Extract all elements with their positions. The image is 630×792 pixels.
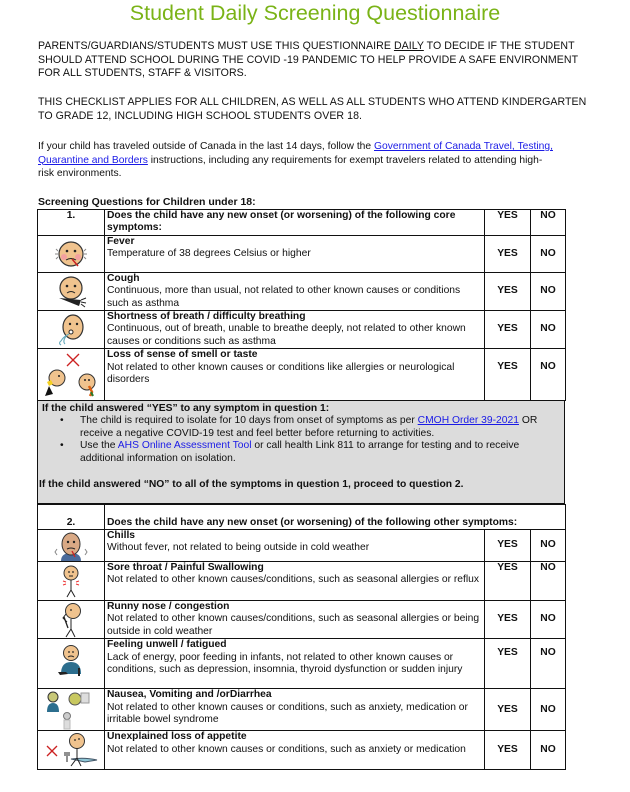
symptom-description: Continuous, more than usual, not related to other known causes or conditions such as asthma <box>107 285 461 309</box>
symptom-title: Feeling unwell / fatigued <box>107 639 227 651</box>
no-column-header: NO <box>531 210 566 236</box>
no-smell-taste-icon <box>38 349 105 401</box>
no-option[interactable]: NO <box>531 311 566 349</box>
yes-option[interactable]: YES <box>485 311 531 349</box>
symptom-row-loss-smell-taste <box>38 349 566 401</box>
daily-emphasis: DAILY <box>393 40 424 52</box>
symptom-row-cough <box>38 272 566 310</box>
fever-thermometer-face-icon <box>38 235 105 272</box>
travel-paragraph <box>38 140 558 181</box>
symptom-description: Not related to other known causes or conditions, such as anxiety or medication <box>107 743 466 755</box>
yes-option[interactable]: YES <box>485 731 531 770</box>
symptom-row-shortness-of-breath <box>38 311 566 349</box>
symptom-title: Fever <box>107 235 135 247</box>
symptom-row-chills <box>38 530 566 562</box>
question-2-table <box>37 504 566 770</box>
loss-of-appetite-icon <box>38 731 105 770</box>
symptom-cell <box>105 731 485 770</box>
symptom-row-unwell-fatigued <box>38 639 566 689</box>
question-text: Does the child have any new onset (or worsening) of the following other symptoms: <box>105 505 566 530</box>
yes-guidance-heading: If the child answered “YES” to any symptom in question 1: <box>42 403 330 414</box>
guidance-list <box>60 415 560 465</box>
symptom-description: Without fever, not related to being outside in cold weather <box>107 542 370 554</box>
guidance-text: or call health Link 811 to arrange for testing and to receive additional information on isolation. <box>80 440 520 464</box>
guidance-item-assessment <box>60 440 560 465</box>
yes-option[interactable]: YES <box>485 639 531 689</box>
question-1-header-row <box>38 210 566 236</box>
symptom-cell <box>105 562 485 601</box>
question-text: Does the child have any new onset (or worsening) of the following core symptoms: <box>105 210 485 236</box>
yes-option[interactable]: YES <box>485 601 531 639</box>
symptom-description: Not related to other known causes or conditions like allergies or neurological disorders <box>107 361 455 386</box>
short-breath-face-icon <box>38 311 105 349</box>
guidance-box <box>37 401 565 504</box>
symptom-row-loss-of-appetite <box>38 731 566 770</box>
travel-text: If your child has traveled outside of Canada in the last 14 days, follow the <box>38 141 374 152</box>
intro-paragraph-daily <box>38 40 598 81</box>
symptom-title: Loss of sense of smell or taste <box>107 349 258 361</box>
coughing-face-icon <box>38 272 105 310</box>
nausea-vomiting-toilet-icon <box>38 689 105 731</box>
no-option[interactable]: NO <box>531 349 566 401</box>
symptom-cell <box>105 689 485 731</box>
no-option[interactable]: NO <box>531 601 566 639</box>
symptom-title: Cough <box>107 272 140 284</box>
sore-throat-figure-icon <box>38 562 105 601</box>
symptom-cell <box>105 272 485 310</box>
symptom-row-sore-throat <box>38 562 566 601</box>
question-2-header-row <box>38 505 566 530</box>
symptom-cell <box>105 349 485 401</box>
symptom-cell <box>105 639 485 689</box>
symptom-description: Not related to other known causes/conditions, such as seasonal allergies or reflux <box>107 574 480 586</box>
symptom-title: Unexplained loss of appetite <box>107 731 247 743</box>
chills-shivering-face-icon <box>38 530 105 562</box>
symptom-description: Lack of energy, poor feeding in infants, not related to other known causes or conditions, such as depression, insomnia, thyroid dysfunction or sudden injury <box>107 651 463 676</box>
question-number: 2. <box>38 505 105 530</box>
page-title: Student Daily Screening Questionnaire <box>129 1 501 25</box>
bullet-icon: • <box>60 440 64 452</box>
symptom-title: Nausea, Vomiting and /orDiarrhea <box>107 689 272 701</box>
symptom-title: Runny nose / congestion <box>107 601 230 612</box>
question-number: 1. <box>38 210 105 236</box>
symptom-cell <box>105 601 485 639</box>
no-option[interactable]: NO <box>531 235 566 272</box>
yes-option[interactable]: YES <box>485 272 531 310</box>
guidance-text: The child is required to isolate for 10 days from onset of symptoms as per <box>80 415 418 427</box>
symptom-title: Chills <box>107 530 136 541</box>
no-option[interactable]: NO <box>531 731 566 770</box>
runny-nose-figure-icon <box>38 601 105 639</box>
symptom-description: Not related to other known causes or conditions, such as anxiety, medication or irritable bowel syndrome <box>107 701 468 726</box>
symptom-cell <box>105 311 485 349</box>
symptom-title: Sore throat / Painful Swallowing <box>107 562 264 573</box>
cmoh-order-link[interactable]: CMOH Order 39-2021 <box>417 415 519 427</box>
yes-option[interactable]: YES <box>485 349 531 401</box>
symptom-row-fever <box>38 235 566 272</box>
no-option[interactable]: NO <box>531 689 566 731</box>
yes-option[interactable]: YES <box>485 689 531 731</box>
yes-column-header: YES <box>485 210 531 236</box>
symptom-row-runny-nose <box>38 601 566 639</box>
symptom-cell <box>105 235 485 272</box>
symptom-description: Temperature of 38 degrees Celsius or higher <box>107 248 311 260</box>
no-option[interactable]: NO <box>531 562 566 601</box>
symptom-row-nausea <box>38 689 566 731</box>
symptom-description: Not related to other known causes/conditions, such as seasonal allergies or being outside in cold weather <box>107 613 480 637</box>
ahs-online-assessment-tool-link[interactable]: AHS Online Assessment Tool <box>117 440 252 452</box>
no-guidance-heading: If the child answered “NO” to all of the symptoms in question 1, proceed to question 2. <box>39 479 464 491</box>
guidance-item-isolate <box>60 415 560 440</box>
no-option[interactable]: NO <box>531 639 566 689</box>
bullet-icon: • <box>60 415 64 427</box>
intro-text: PARENTS/GUARDIANS/STUDENTS MUST USE THIS QUESTIONNAIRE <box>38 40 394 52</box>
government-of-canada-travel-link[interactable]: Government of Canada Travel, Testing, Quarantine and Borders <box>38 141 553 166</box>
question-1-table <box>37 209 566 401</box>
section-heading: Screening Questions for Children under 18: <box>38 196 256 208</box>
guidance-text: OR receive a negative COVID-19 test and feel better before returning to activities. <box>80 415 538 439</box>
no-option[interactable]: NO <box>531 272 566 310</box>
yes-option[interactable]: YES <box>485 235 531 272</box>
yes-option[interactable]: YES <box>485 530 531 562</box>
no-option[interactable]: NO <box>531 530 566 562</box>
symptom-description: Continuous, out of breath, unable to breathe deeply, not related to other known causes or conditions such as asthma <box>107 323 466 347</box>
yes-option[interactable]: YES <box>485 562 531 601</box>
guidance-text: Use the <box>80 440 118 452</box>
symptom-title: Shortness of breath / difficulty breathing <box>107 311 306 323</box>
symptom-cell <box>105 530 485 562</box>
travel-text: instructions, including any requirements for exempt travelers related to attending high-risk environments. <box>38 154 543 180</box>
unwell-fatigued-figure-icon <box>38 639 105 689</box>
intro-text: TO DECIDE IF THE STUDENT SHOULD ATTEND SCHOOL DURING THE COVID -19 PANDEMIC TO HELP PROVIDE A SAFE ENVIRONMENT FOR ALL STUDENTS, STAFF & VISITORS. <box>38 40 578 80</box>
intro-paragraph-applies: THIS CHECKLIST APPLIES FOR ALL CHILDREN, AS WELL AS ALL STUDENTS WHO ATTEND KINDERGARTEN TO GRADE 12, INCLUDING HIGH SCHOOL STUDENTS OVER 18. <box>38 96 587 122</box>
